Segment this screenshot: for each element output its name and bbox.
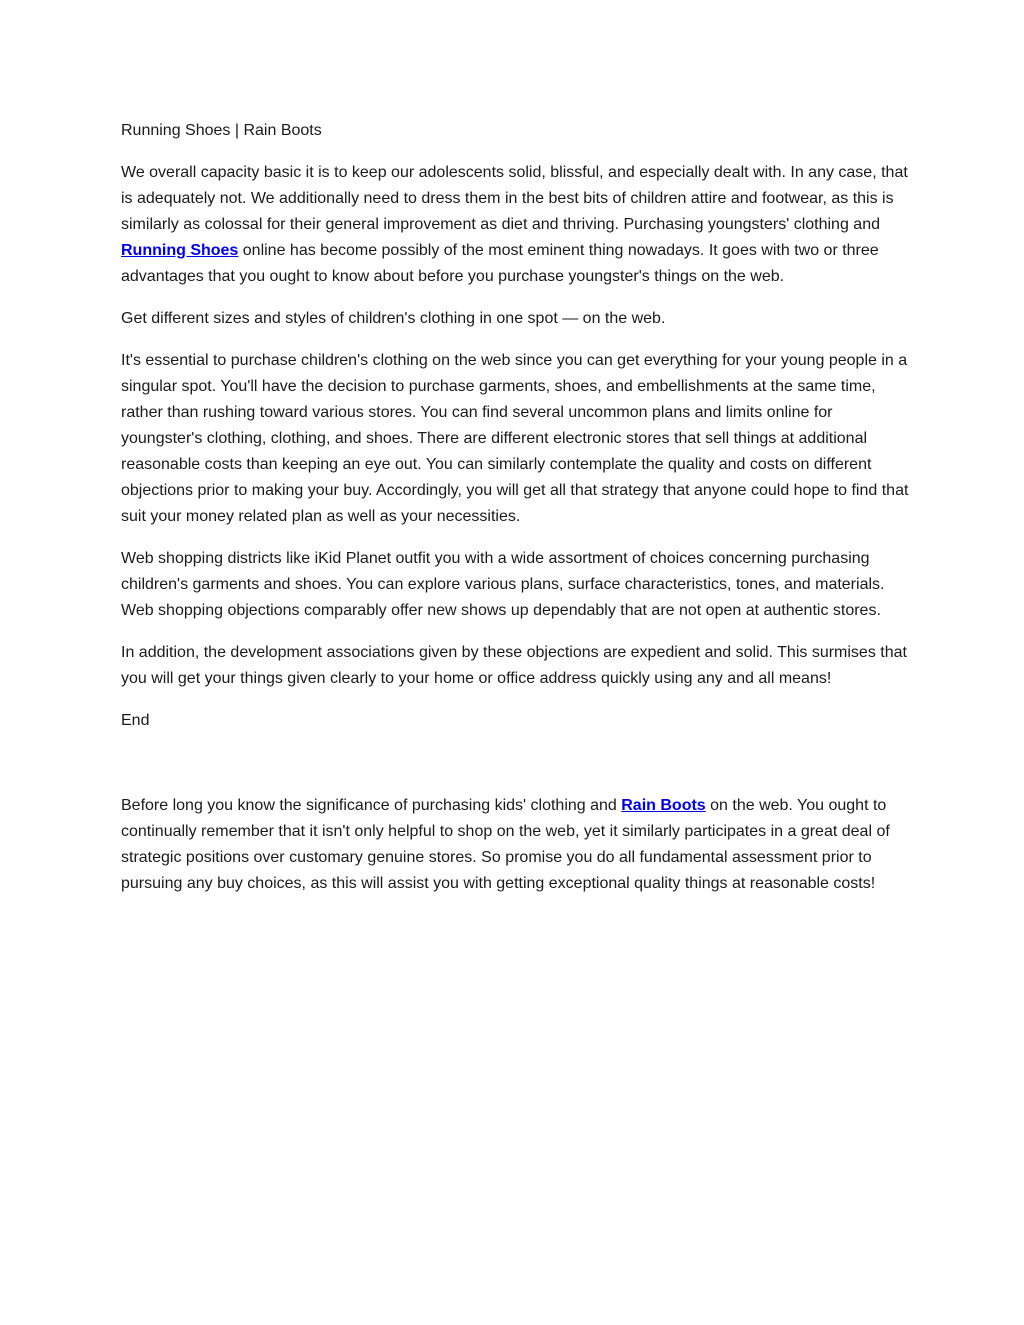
paragraph-intro-text-before: We overall capacity basic it is to keep our adolescents solid, blissful, and especially dealt with. In any case, that is adequately not. We additionally need to dress them in the best bits of children attire and footwear, as this is similarly as colossal for their general improvement as diet and thriving. Purchasing youngsters' clothing and bbox=[121, 164, 908, 233]
paragraph-intro-text-after: online has become possibly of the most eminent thing nowadays. It goes with two or three advantages that you ought to know about before you purchase youngster's things on the web. bbox=[121, 242, 879, 285]
paragraph-single-spot: It's essential to purchase children's clothing on the web since you can get everything for your young people in a singular spot. You'll have the decision to purchase garments, shoes, and embellishments at the same time, rather than rushing toward various stores. You can find several uncommon plans and limits online for youngster's clothing, clothing, and shoes. There are different electronic stores that sell things at additional reasonable costs than keeping an eye out. You can similarly contemplate the quality and costs on different objections prior to making your buy. Accordingly, you will get all that strategy that anyone could hope to find that suit your money related plan as well as your necessities. bbox=[121, 352, 909, 525]
paragraph-intro bbox=[121, 160, 911, 290]
document-page bbox=[121, 118, 911, 913]
rain-boots-link[interactable]: Rain Boots bbox=[621, 797, 706, 814]
paragraph-end: End bbox=[121, 712, 150, 729]
paragraph-shopping-districts: Web shopping districts like iKid Planet outfit you with a wide assortment of choices concerning purchasing children's garments and shoes. You can explore various plans, surface characteristics, tones, and materials. Web shopping objections comparably offer new shows up dependably that are not open at authentic stores. bbox=[121, 550, 885, 619]
paragraph-conclusion-text-before: Before long you know the significance of purchasing kids' clothing and bbox=[121, 797, 622, 814]
paragraph-conclusion bbox=[121, 793, 911, 897]
paragraph-sizes-styles: Get different sizes and styles of children's clothing in one spot — on the web. bbox=[121, 310, 666, 327]
running-shoes-link[interactable]: Running Shoes bbox=[121, 242, 239, 259]
document-title: Running Shoes | Rain Boots bbox=[121, 122, 322, 139]
paragraph-conclusion-text-after: on the web. You ought to continually remember that it isn't only helpful to shop on the web, yet it similarly participates in a great deal of strategic positions over customary genuine stores. So promise you do all fundamental assessment prior to pursuing any buy choices, as this will assist you with getting exceptional quality things at reasonable costs! bbox=[121, 797, 890, 892]
paragraph-delivery: In addition, the development associations given by these objections are expedient and solid. This surmises that you will get your things given clearly to your home or office address quickly using any and all means! bbox=[121, 644, 907, 687]
